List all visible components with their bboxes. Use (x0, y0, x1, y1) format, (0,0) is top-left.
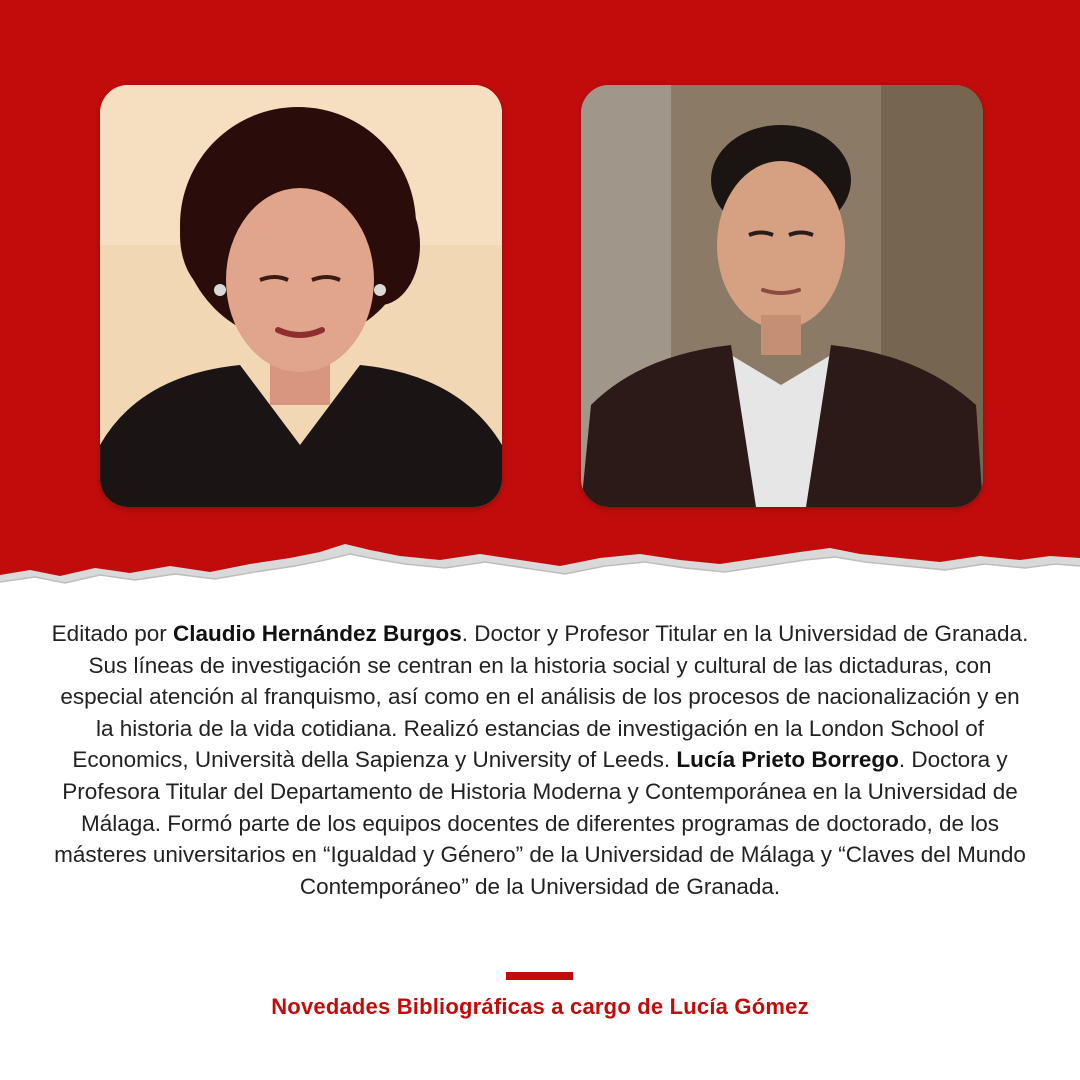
author-name-claudio: Claudio Hernández Burgos (173, 621, 462, 646)
author-name-lucia: Lucía Prieto Borrego (676, 747, 899, 773)
author-photo-man (581, 85, 983, 507)
torn-paper-edge (0, 530, 1080, 620)
author-photo-woman (100, 85, 502, 507)
bio-text-lucia: . Doctora y Profesora Titular del Departamento de Historia Moderna y Contemporánea en la Universidad de Málaga. Formó parte de los equipos docentes de diferentes programas de doctorado, de los másteres universitarios en “Igualdad y Género” de la Universidad de Málaga y “Claves del Mundo Contemporáneo” de la Universidad de Granada. (54, 747, 1026, 899)
red-divider (506, 972, 573, 980)
portrait-woman-icon (100, 85, 502, 507)
author-bio-text (50, 618, 1030, 902)
portrait-man-icon (581, 85, 983, 507)
footer-credit: Novedades Bibliográficas a cargo de Lucía Gómez (271, 994, 809, 1019)
bio-text-intro: Editado por (51, 621, 174, 646)
bio-text-claudio: . Doctor y Profesor Titular en la Universidad de Granada. Sus líneas de investigación se centran en la historia social y cultural de las dictaduras, con especial atención al franquismo, así como en el análisis de los procesos de nacionalización y en la historia de la vida cotidiana. Realizó estancias de investigación en la London School of Economics, Università della Sapienza y University of Leeds. (60, 621, 1029, 773)
